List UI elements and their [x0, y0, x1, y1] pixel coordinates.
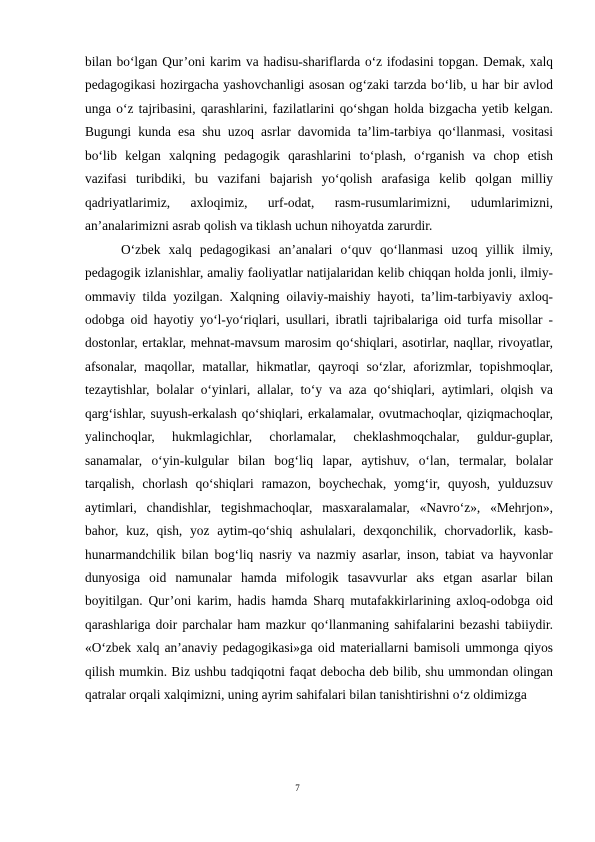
- page-number: 7: [295, 783, 300, 793]
- paragraph-continued: bilan bo‘lgan Qur’oni karim va hadisu-shariflarda o‘z ifodasini topgan. Demak, xalq pedagogikasi hozirgacha yashovchanligi asosan og‘zaki tarzda bo‘lib, u har bir avlod unga o‘z tajribasini, qarashlarini, fazilatlarini qo‘shgan holda bizgacha yetib kelgan. Bugungi kunda esa shu uzoq asrlar davomida ta’lim-tarbiya qo‘llanmasi, vositasi bo‘lib kelgan xalqning pedagogik qarashlarini to‘plash, o‘rganish va chop etish vazifasi turibdiki, bu vazifani bajarish yo‘qolish arafasiga kelib qolgan milliy qadriyatlarimiz, axloqimiz, urf-odat, rasm-rusumlarimizni, udumlarimizni, an’analarimizni asrab qolish va tiklash uchun nihoyatda zarurdir.: [85, 54, 553, 234]
- paragraph-uzbek-pedagogy: O‘zbek xalq pedagogikasi an’analari o‘quv qo‘llanmasi uzoq yillik ilmiy, pedagogik izlanishlar, amaliy faoliyatlar natijalaridan kelib chiqqan holda jonli, ilmiy-ommaviy tilda yozilgan. Xalqning oilaviy-maishiy hayoti, ta’lim-tarbiyaviy axloq-odobga oid hayotiy yo‘l-yo‘riqlari, usullari, ibratli tajribalariga oid turfa misollar - dostonlar, ertaklar, mehnat-mavsum marosim qo‘shiqlari, asotirlar, naqllar, rivoyatlar, afsonalar, maqollar, matallar, hikmatlar, qayroqi so‘zlar, aforizmlar, topishmoqlar, tezaytishlar, bolalar o‘yinlari, allalar, to‘y va aza qo‘shiqlari, aytimlari, olqish va qarg‘ishlar, suyush-erkalash qo‘shiqlari, erkalamalar, ovutmachoqlar, qiziqmachoqlar, yalinchoqlar, hukmlagichlar, chorlamalar, cheklashmoqchalar, guldur-guplar, sanamalar, o‘yin-kulgular bilan bog‘liq lapar, aytishuv, o‘lan, termalar, bolalar tarqalish, chorlash qo‘shiqlari ramazon, boychechak, yomg‘ir, quyosh, yulduzsuv aytimlari, chandishlar, tegishmachoqlar, masxaralamalar, «Navro‘z», «Mehrjon», bahor, kuz, qish, yoz aytim-qo‘shiq ashulalari, dexqonchilik, chorvadorlik, kasb-hunarmandchilik bilan bog‘liq nasriy va nazmiy asarlar, inson, tabiat va hayvonlar dunyosiga oid namunalar hamda mifologik tasavvurlar aks etgan asarlar bilan boyitilgan. Qur’oni karim, hadis hamda Sharq mutafakkirlarining axloq-odobga oid qarashlariga doir parchalar ham mazkur qo‘llanmaning sahifalarini bezashi tabiiydir. «O‘zbek xalq an’anaviy pedagogikasi»ga oid materiallarni bamisoli ummonga qiyos qilish mumkin. Biz ushbu tadqiqotni faqat debocha deb bilib, shu ummondan olingan qatralar orqali xalqimizni, uning ayrim sahifalari bilan tanishtirishni o‘z oldimizga: [85, 241, 553, 703]
- body-text: [85, 50, 553, 707]
